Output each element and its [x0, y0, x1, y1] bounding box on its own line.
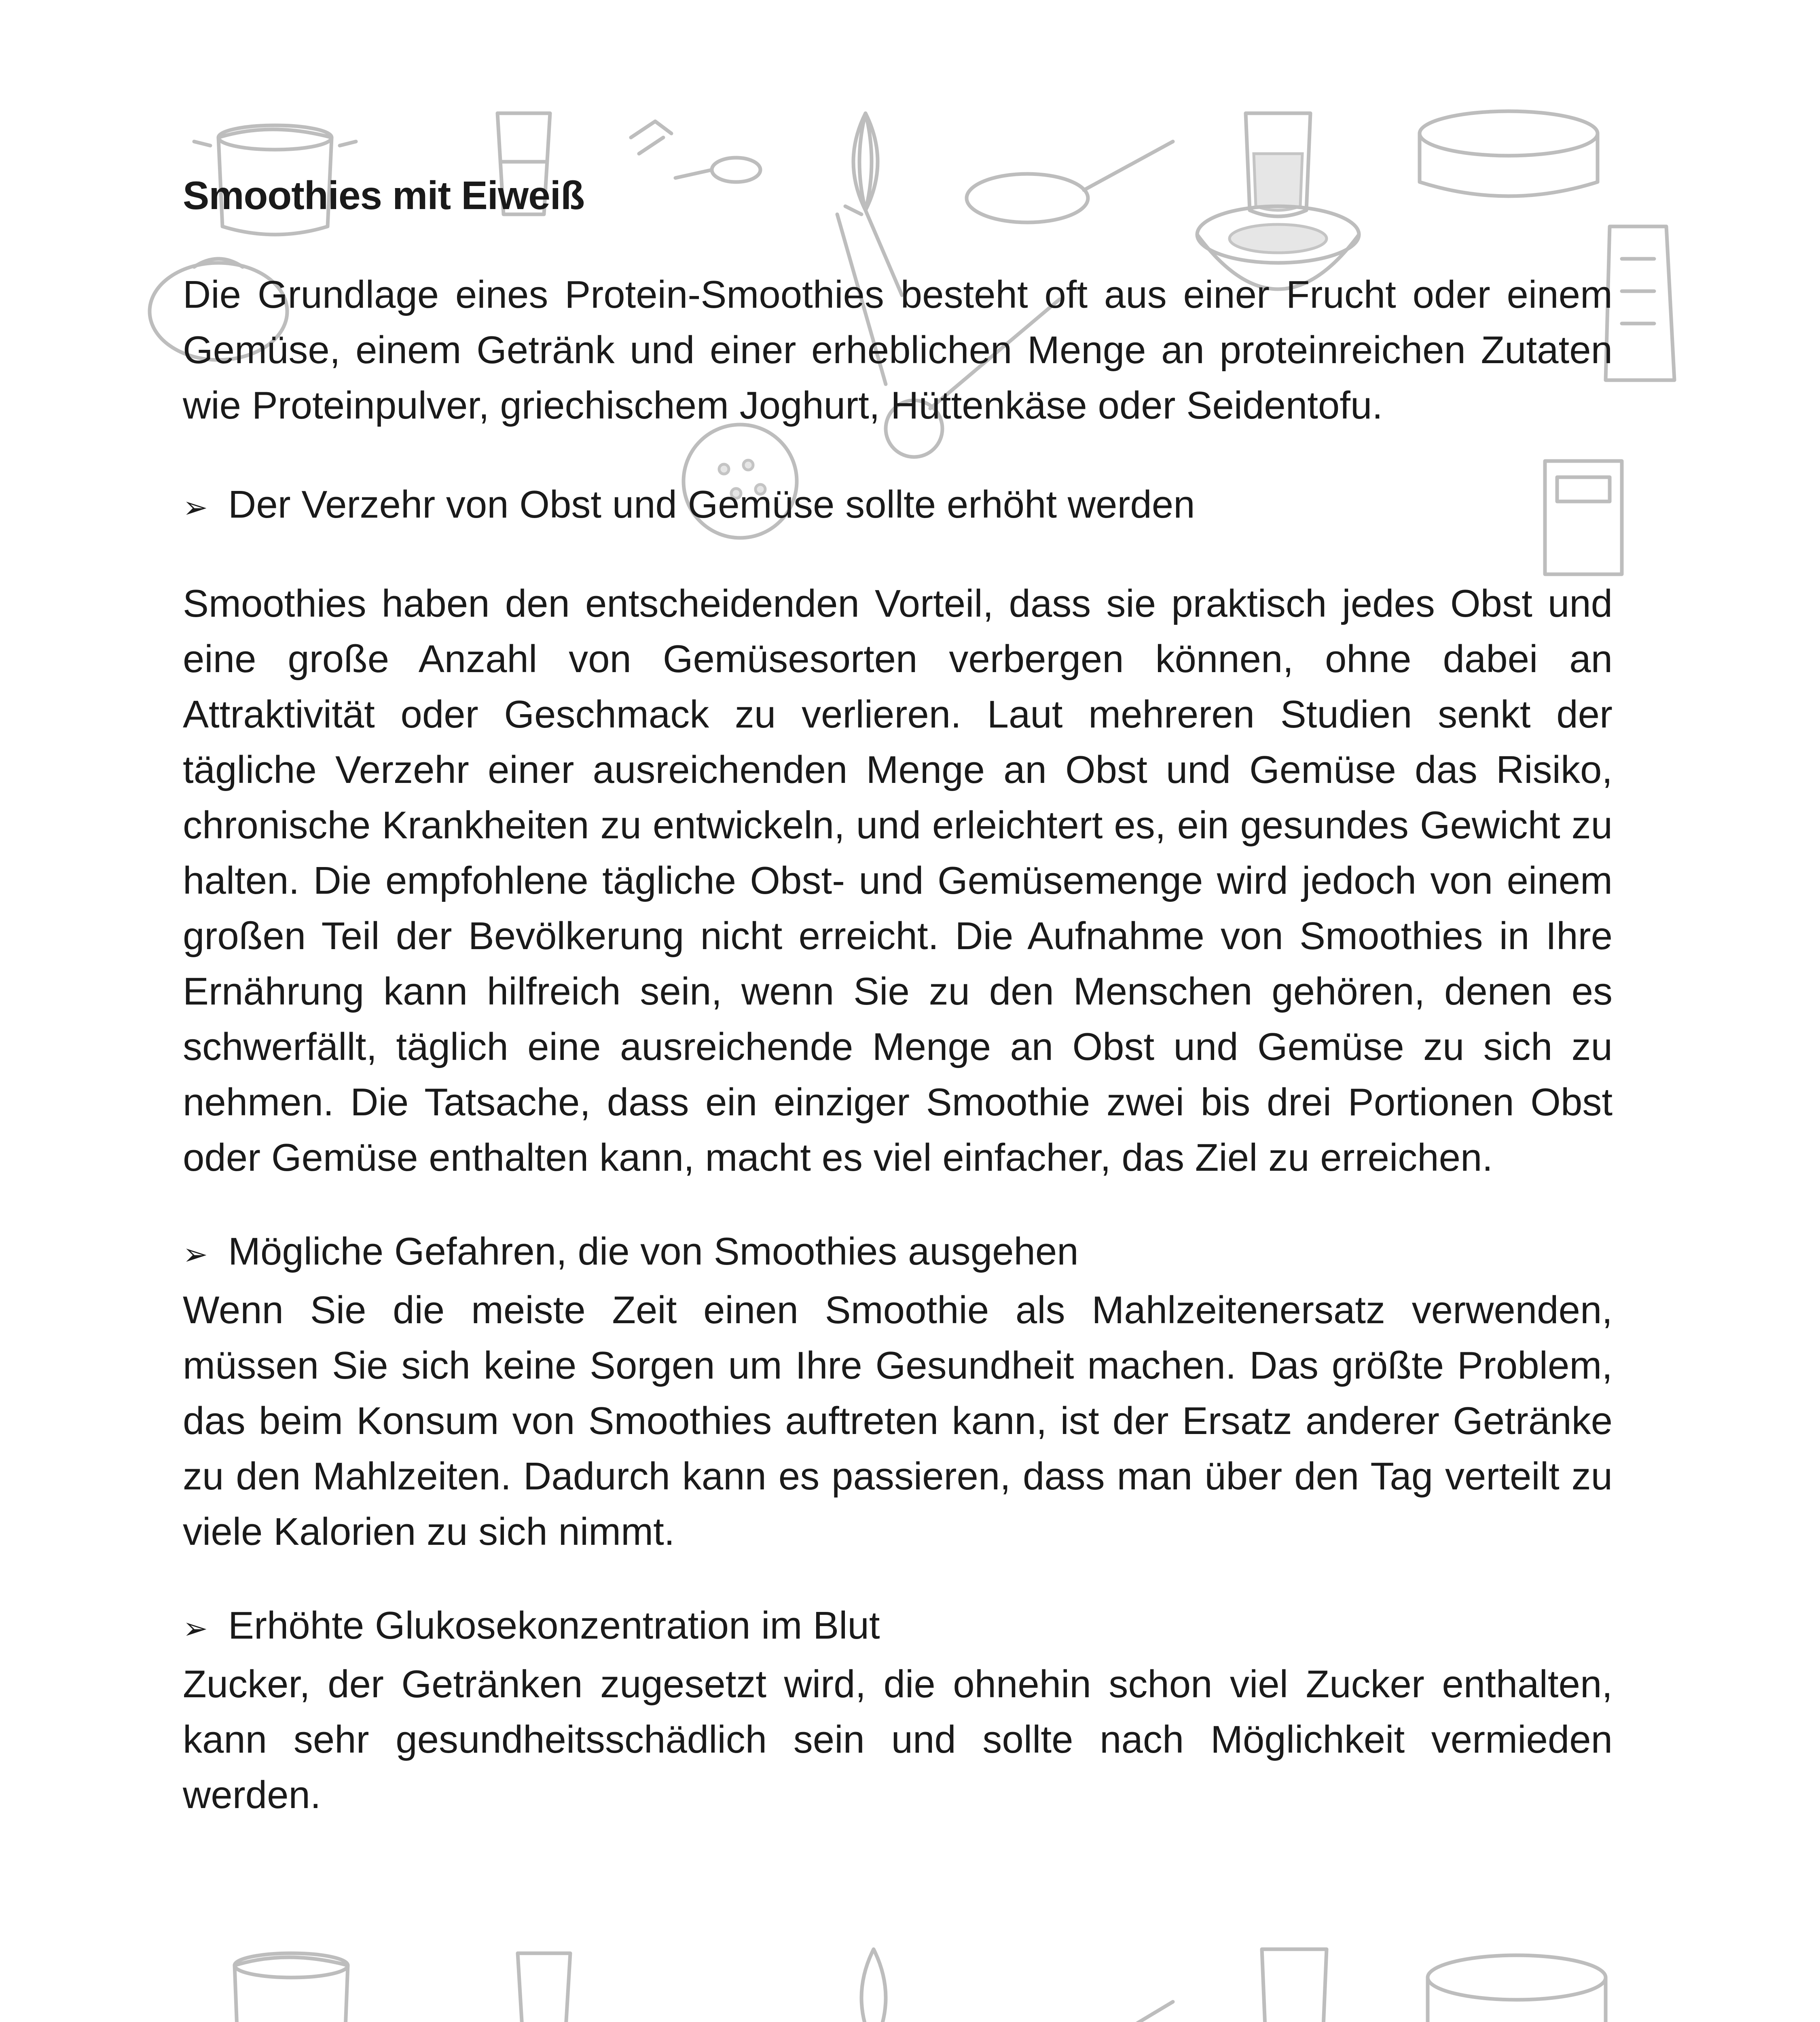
arrowhead-bullet-icon: ➢	[183, 490, 208, 525]
jug-icon	[1262, 1949, 1327, 2022]
bullet-heading-1	[183, 477, 1613, 535]
pot-icon	[235, 1953, 348, 2022]
whisk-icon	[861, 1949, 910, 2022]
intro-paragraph: Die Grundlage eines Protein-Smoothies besteht oft aus einer Frucht oder einem Gemüse, einem Getränk und einer erheblichen Menge an proteinreichen Zutaten wie Proteinpulver, griechischem Joghurt, Hüttenkäse oder Seidentofu.	[183, 273, 1613, 427]
frying-pan-icon	[975, 2002, 1173, 2022]
bullet-heading-3	[183, 1598, 1613, 1656]
section-heading: Smoothies mit Eiweiß	[183, 173, 584, 218]
bullet-heading-2	[183, 1224, 1613, 1282]
arrowhead-bullet-icon: ➢	[183, 1237, 208, 1272]
section-paragraph-1: Smoothies haben den entscheidenden Vorteil, dass sie praktisch jedes Obst und eine große Anzahl von Gemüsesorten verbergen können, ohne dabei an Attraktivität oder Geschmack zu verlieren. Laut mehreren Studien senkt der tägliche Verzehr einer ausreichenden Menge an Obst und Gemüse das Risiko, chronische Krankheiten zu entwickeln, und erleichtert es, ein gesundes Gewicht zu halten. Die empfohlene tägliche Obst- und Gemüsemenge wird jedoch von einem großen Teil der Bevölkerung nicht erreicht. Die Aufnahme von Smoothies in Ihre Ernährung kann hilfreich sein, wenn Sie zu den Menschen gehören, denen es schwerfällt, täglich eine ausreichende Menge an Obst und Gemüse zu sich zu nehmen. Die Tatsache, dass ein einziger Smoothie zwei bis drei Portionen Obst oder Gemüse enthalten kann, macht es viel einfacher, das Ziel zu erreichen.	[183, 582, 1613, 1179]
section-paragraph-2: Wenn Sie die meiste Zeit einen Smoothie als Mahlzeitenersatz verwenden, müssen Sie sich keine Sorgen um Ihre Gesundheit machen. Das größte Problem, das beim Konsum von Smoothies auftreten kann, ist der Ersatz anderer Getränke zu den Mahlzeiten. Dadurch kann es passieren, dass man über den Tag verteilt zu viele Kalorien zu sich nimmt.	[183, 1288, 1613, 1553]
bullet-label: Erhöhte Glukosekonzentration im Blut	[228, 1604, 880, 1647]
bullet-label: Der Verzehr von Obst und Gemüse sollte erhöht werden	[228, 483, 1195, 526]
grater-icon	[1606, 226, 1674, 380]
cake-tin-icon	[1428, 1955, 1606, 2022]
glass-icon	[518, 1953, 570, 2022]
page-content	[183, 168, 1613, 1823]
section-paragraph-3: Zucker, der Getränken zugesetzt wird, die ohnehin schon viel Zucker enthalten, kann sehr gesundheitsschädlich sein und sollte nach Möglichkeit vermieden werden.	[183, 1662, 1613, 1817]
bullet-label: Mögliche Gefahren, die von Smoothies ausgehen	[228, 1230, 1079, 1273]
arrowhead-bullet-icon: ➢	[183, 1611, 208, 1646]
